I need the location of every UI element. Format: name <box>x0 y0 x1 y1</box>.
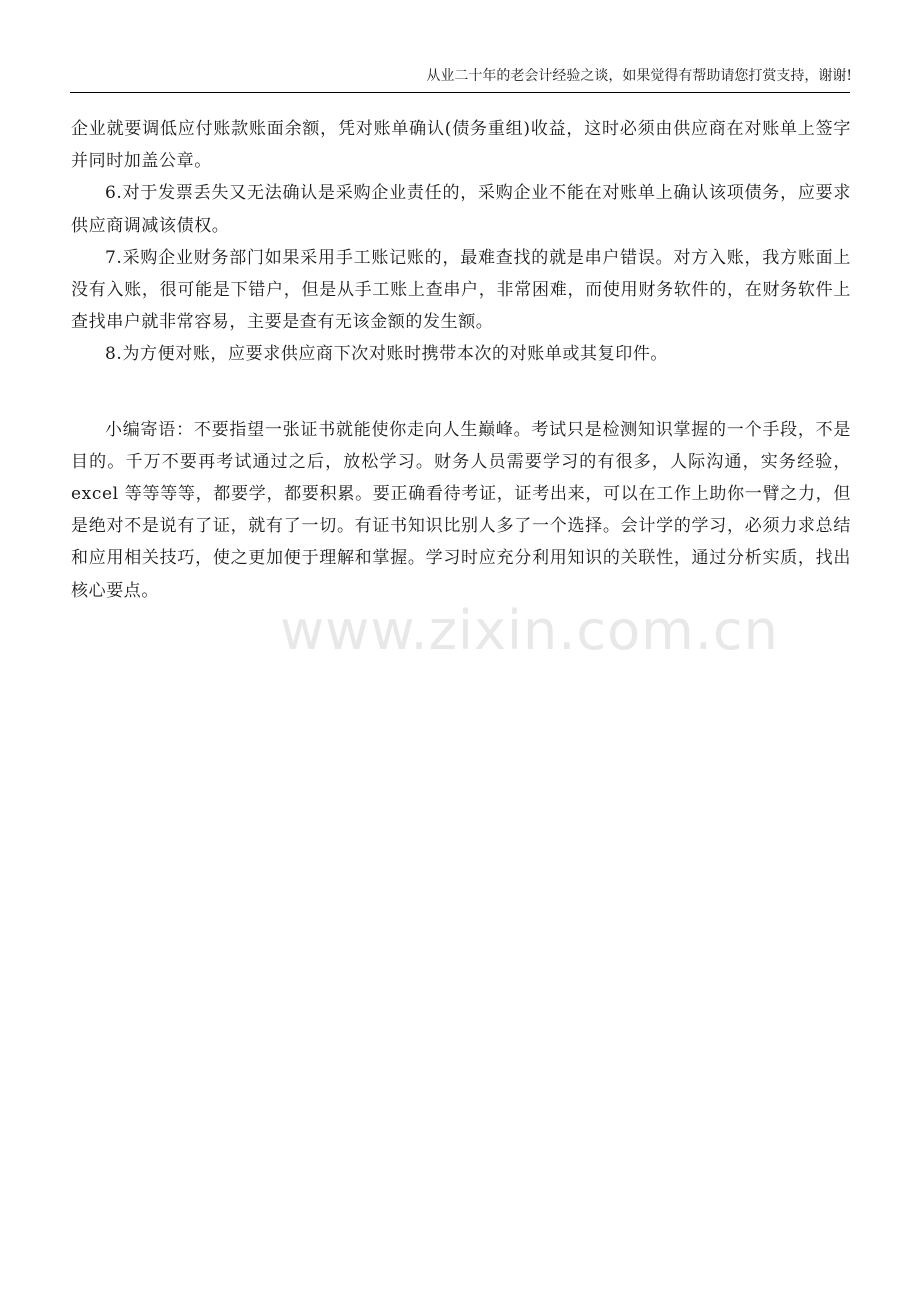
header-note: 从业二十年的老会计经验之谈，如果觉得有帮助请您打赏支持，谢谢! <box>426 68 852 84</box>
paragraph-item-6: 6.对于发票丢失又无法确认是采购企业责任的，采购企业不能在对账单上确认该项债务，应要求供应商调减该债权。 <box>71 183 851 236</box>
document-body <box>71 113 851 607</box>
watermark: www.zixin.com.cn <box>280 599 779 662</box>
editor-closing-note: 小编寄语：不要指望一张证书就能使你走向人生巅峰。考试只是检测知识掌握的一个手段，不是目的。千万不要再考试通过之后，放松学习。财务人员需要学习的有很多，人际沟通，实务经验，excel 等等等等，都要学，都要积累。要正确看待考证，证考出来，可以在工作上助你一臂之力，但是绝对不是说有了证，就有了一切。有证书知识比别人多了一个选择。会计学的学习，必须力求总结和应用相关技巧，使之更加便于理解和掌握。学习时应充分利用知识的关联性，通过分析实质，找出核心要点。 <box>71 419 851 601</box>
paragraph-item-8: 8.为方便对账，应要求供应商下次对账时携带本次的对账单或其复印件。 <box>105 344 669 365</box>
header-divider <box>70 92 850 93</box>
paragraph-item-7: 7.采购企业财务部门如果采用手工账记账的，最难查找的就是串户错误。对方入账，我方账面上没有入账，很可能是下错户，但是从手工账上查串户，非常困难，而使用财务软件的，在财务软件上查找串户就非常容易，主要是查有无该金额的发生额。 <box>71 247 851 333</box>
paragraph-continuation: 企业就要调低应付账款账面余额，凭对账单确认(债务重组)收益，这时必须由供应商在对账单上签字并同时加盖公章。 <box>71 119 851 172</box>
